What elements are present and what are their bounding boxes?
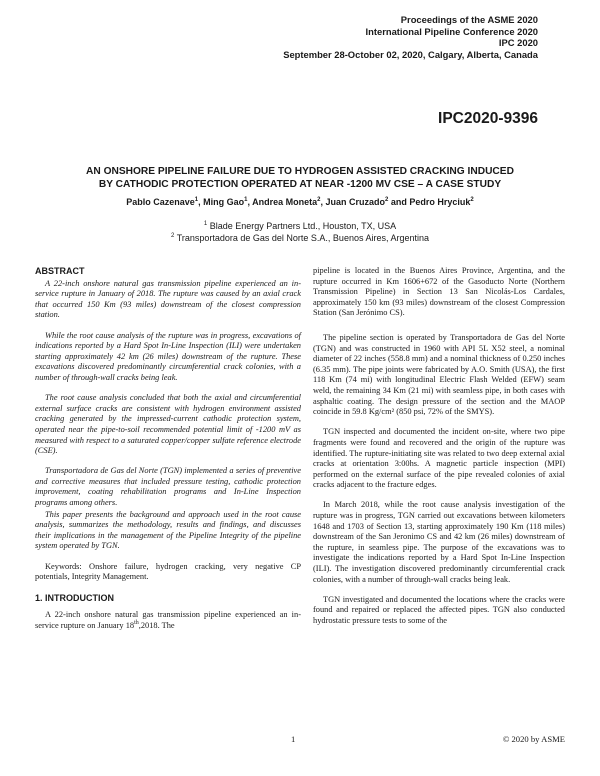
author-affiliation-mark: 2 bbox=[317, 197, 321, 203]
conference-dates-location: September 28-October 02, 2020, Calgary, Alberta, Canada bbox=[283, 48, 538, 60]
affiliation-2 bbox=[60, 233, 540, 243]
abstract-paragraph: Transportadora de Gas del Norte (TGN) implemented a series of preventive and corrective measures that included pressure testing, cathodic protection improvement, coating rehabilitation programs and In-Line Inspection programs among others. bbox=[35, 466, 301, 508]
intro-text-start: A 22-inch onshore natural gas transmission pipeline experienced an in-service rupture on January 18 bbox=[35, 610, 301, 630]
page-number: 1 bbox=[291, 734, 296, 744]
author-name: Ming Gao bbox=[203, 197, 245, 207]
paper-id: IPC2020-9396 bbox=[438, 110, 538, 127]
author-affiliation-mark: 2 bbox=[385, 197, 389, 203]
author-affiliation-mark: 2 bbox=[470, 197, 474, 203]
title-line-2: BY CATHODIC PROTECTION OPERATED AT NEAR -1200 MV CSE – A CASE STUDY bbox=[98, 178, 502, 190]
abstract-paragraph: The root cause analysis concluded that both the axial and circumferential external surface cracks are consistent with hydrogen environment assisted cracking generated by the impressed-current cathodic protection system, operated near the pipe-to-soil recommended potential limit of -1200 mV as measured with respect to a saturated copper/copper sulfate reference electrode (CSE). bbox=[35, 393, 301, 456]
affiliation-number: 2 bbox=[171, 233, 175, 239]
left-column bbox=[35, 266, 301, 641]
ordinal-suffix: th bbox=[134, 620, 139, 627]
proceedings-title: Proceedings of the ASME 2020 bbox=[400, 14, 538, 25]
intro-text-end: ,2018. The bbox=[138, 621, 175, 630]
introduction-heading: 1. INTRODUCTION bbox=[35, 592, 115, 603]
abstract-heading: ABSTRACT bbox=[35, 266, 85, 276]
body-paragraph: In March 2018, while the root cause analysis investigation of the rupture was in progress, TGN carried out excavations between kilometers 1648 and 1703 of Section 13, starting approximately 190 Km (118 miles) downstream of the San Jeronimo CS and 42 km (26 miles) downstream of the rupture, in seamless pipe. The purpose of the excavations was to investigate the indications reported by a Hard Spot In-Line Inspection (ILI). The investigation discovered predominantly circumferential crack colonies, with a number of through-wall cracks being leak. bbox=[313, 500, 565, 584]
copyright: © 2020 by ASME bbox=[502, 734, 565, 744]
body-paragraph: TGN inspected and documented the incident on-site, where two pipe fragments were found and recovered and the origin of the rupture was identified. The rupture-initiating site was related to two deep external axial cracks at orientation 3:00hs. A magnetic particle inspection (MPI) performed on the external surface of the pipe revealed colonies of axial cracks adjacent to the fracture edges. bbox=[313, 427, 565, 490]
title-line-1: AN ONSHORE PIPELINE FAILURE DUE TO HYDROGEN ASSISTED CRACKING INDUCED bbox=[86, 166, 514, 177]
affiliation-number: 1 bbox=[203, 221, 208, 227]
author-separator: , bbox=[320, 197, 326, 207]
author-affiliation-mark: 1 bbox=[244, 197, 248, 203]
author-name: Andrea Moneta bbox=[252, 197, 318, 207]
conference-name: International Pipeline Conference 2020 bbox=[365, 25, 538, 37]
conference-acronym: IPC 2020 bbox=[498, 37, 538, 48]
abstract-paragraph: This paper presents the background and approach used in the root cause analysis, summarizes the methodology, results and findings, and discusses their implications in the management of the Pipeline Integrity of the pipeline system operated by TGN. bbox=[35, 509, 301, 551]
author-affiliation-mark: 1 bbox=[194, 197, 199, 203]
author-separator: , bbox=[198, 197, 204, 207]
abstract-paragraph: While the root cause analysis of the rupture was in progress, excavations of indications reported by a Hard Spot In-Line Inspection (ILI) were undertaken starting approximately 42 km (26 miles) downstream of the rupture. These excavations discovered predominantly circumferential crack colonies, with a number of through-wall cracks being leak. bbox=[35, 330, 301, 382]
body-paragraph: TGN investigated and documented the locations where the cracks were found and repaired or replaced the affected pipes. TGN also conducted hydrostatic pressure tests to some of the bbox=[313, 594, 565, 625]
right-column bbox=[313, 266, 565, 636]
author-list bbox=[60, 197, 540, 207]
body-paragraph: pipeline is located in the Buenos Aires Province, Argentina, and the rupture occurred in Km 1606+672 of the Gasoducto Norte (Northern Transmission Pipeline) in Section 13 San Nicolás-Los Cardales, approximately 150 km (93 miles) downstream of the closest Compression Station (San Jerónimo CS). bbox=[313, 266, 565, 318]
affiliation-text: Transportadora de Gas del Norte S.A., Buenos Aires, Argentina bbox=[176, 233, 429, 243]
paper-title bbox=[70, 166, 530, 191]
body-paragraph: The pipeline section is operated by Transportadora de Gas del Norte (TGN) and was constructed in 1960 with API 5L X52 steel, a nominal diameter of 22 inches (558.8 mm) and a nominal thickness of 0.250 inches (6.35 mm). The pipe joints were fabricated by A.O. Smith (USA), the first 118 Km (74 mi) with longitudinal Electric Flash Welded (EFW) seam weld, the remaining 34 Km (21 mi) with seamless pipe, in both cases with asphaltic coating. The design pressure of the section and the MAOP coincide in 59.8 Kg/cm² (850 psi, 72% of the SMYS). bbox=[313, 332, 565, 417]
affiliation-text: Blade Energy Partners Ltd., Houston, TX, USA bbox=[209, 221, 397, 231]
author-name: Juan Cruzado bbox=[325, 197, 386, 207]
abstract-paragraph: A 22-inch onshore natural gas transmission pipeline experienced an in-service rupture in January of 2018. The rupture was caused by an axial crack that occurred 150 Km (93 miles) downstream of the closest compression station. bbox=[35, 278, 301, 320]
affiliation-1 bbox=[60, 221, 540, 231]
author-name: Pablo Cazenave bbox=[126, 197, 195, 207]
author-separator: , bbox=[247, 197, 253, 207]
introduction-paragraph bbox=[35, 610, 301, 631]
keywords: Keywords: Onshore failure, hydrogen cracking, very negative CP potentials, Integrity Management. bbox=[35, 561, 301, 582]
author-separator: and bbox=[388, 197, 410, 207]
author-name: Pedro Hryciuk bbox=[409, 197, 471, 207]
